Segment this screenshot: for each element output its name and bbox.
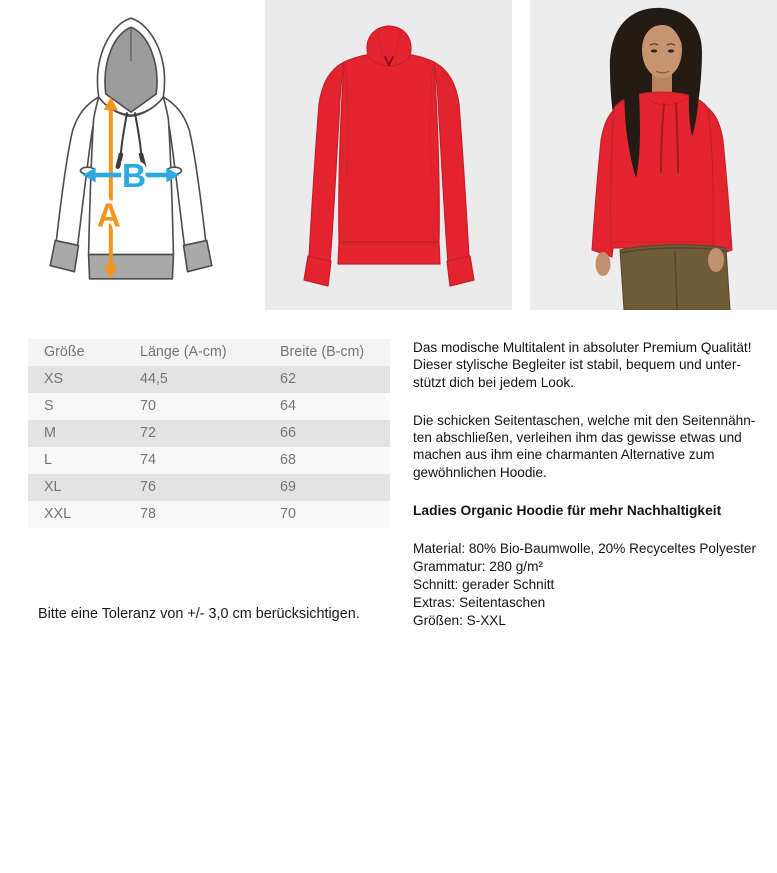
description-paragraph-2 <box>413 412 777 481</box>
label-a: A <box>96 197 121 235</box>
length-cell: 76 <box>140 479 156 495</box>
table-row-xs <box>28 366 390 393</box>
label-b: B <box>121 157 147 195</box>
description-paragraph-1 <box>413 339 777 391</box>
length-cell: 70 <box>140 398 156 414</box>
width-cell: 68 <box>280 452 296 468</box>
length-cell: 74 <box>140 452 156 468</box>
col-header-length: Länge (A-cm) <box>140 344 227 360</box>
tolerance-note: Bitte eine Toleranz von +/- 3,0 cm berücksichtigen. <box>38 606 360 622</box>
hoodie-measurement-diagram <box>30 8 232 293</box>
text-line: Dieser stylische Begleiter ist stabil, bequem und unter- <box>413 357 741 373</box>
length-cell: 44,5 <box>140 371 168 387</box>
size-table-header <box>28 339 390 366</box>
detail-extras: Extras: Seitentaschen <box>413 594 546 610</box>
size-cell: XL <box>44 479 62 495</box>
width-cell: 66 <box>280 425 296 441</box>
width-cell: 70 <box>280 506 296 522</box>
size-table-body <box>28 366 390 528</box>
length-cell: 72 <box>140 425 156 441</box>
size-cell: M <box>44 425 56 441</box>
text-line: stützt dich bei jedem Look. <box>413 374 574 390</box>
hoodie-sketch-image <box>30 8 232 291</box>
model-product-photo <box>530 0 777 310</box>
size-cell: XS <box>44 371 64 387</box>
model-wearing-hoodie-image <box>530 0 777 310</box>
detail-material: Material: 80% Bio-Baumwolle, 20% Recyceltes Polyester <box>413 541 757 557</box>
product-description <box>413 339 777 629</box>
size-cell: L <box>44 452 52 468</box>
col-header-size: Größe <box>44 344 85 360</box>
size-table <box>28 339 390 528</box>
detail-groessen: Größen: S-XXL <box>413 612 506 628</box>
text-line: Das modische Multitalent in absoluter Premium Qualität! <box>413 340 752 355</box>
red-hoodie-flat-image <box>265 0 512 310</box>
col-header-width: Breite (B-cm) <box>280 344 365 360</box>
flat-product-photo <box>265 0 512 310</box>
width-cell: 69 <box>280 479 296 495</box>
length-cell: 78 <box>140 506 156 522</box>
text-line: machen aus ihm eine charmanten Alternative zum <box>413 447 715 463</box>
text-line: ten abschließen, verleihen ihm das gewisse etwas und <box>413 430 742 446</box>
table-row-l <box>28 447 390 474</box>
width-cell: 62 <box>280 371 296 387</box>
product-details-list <box>413 540 777 629</box>
table-row-s <box>28 393 390 420</box>
table-row-xl <box>28 474 390 501</box>
size-cell: S <box>44 398 54 414</box>
text-line: Die schicken Seitentaschen, welche mit den Seitennähn- <box>413 412 756 428</box>
detail-schnitt: Schnitt: gerader Schnitt <box>413 576 555 592</box>
size-cell: XXL <box>44 506 72 522</box>
table-row-m <box>28 420 390 447</box>
sustainability-heading: Ladies Organic Hoodie für mehr Nachhaltigkeit <box>413 503 722 519</box>
text-line: gewöhnlichen Hoodie. <box>413 464 547 480</box>
detail-grammatur: Grammatur: 280 g/m² <box>413 559 543 575</box>
width-cell: 64 <box>280 398 296 414</box>
table-row-xxl <box>28 501 390 528</box>
